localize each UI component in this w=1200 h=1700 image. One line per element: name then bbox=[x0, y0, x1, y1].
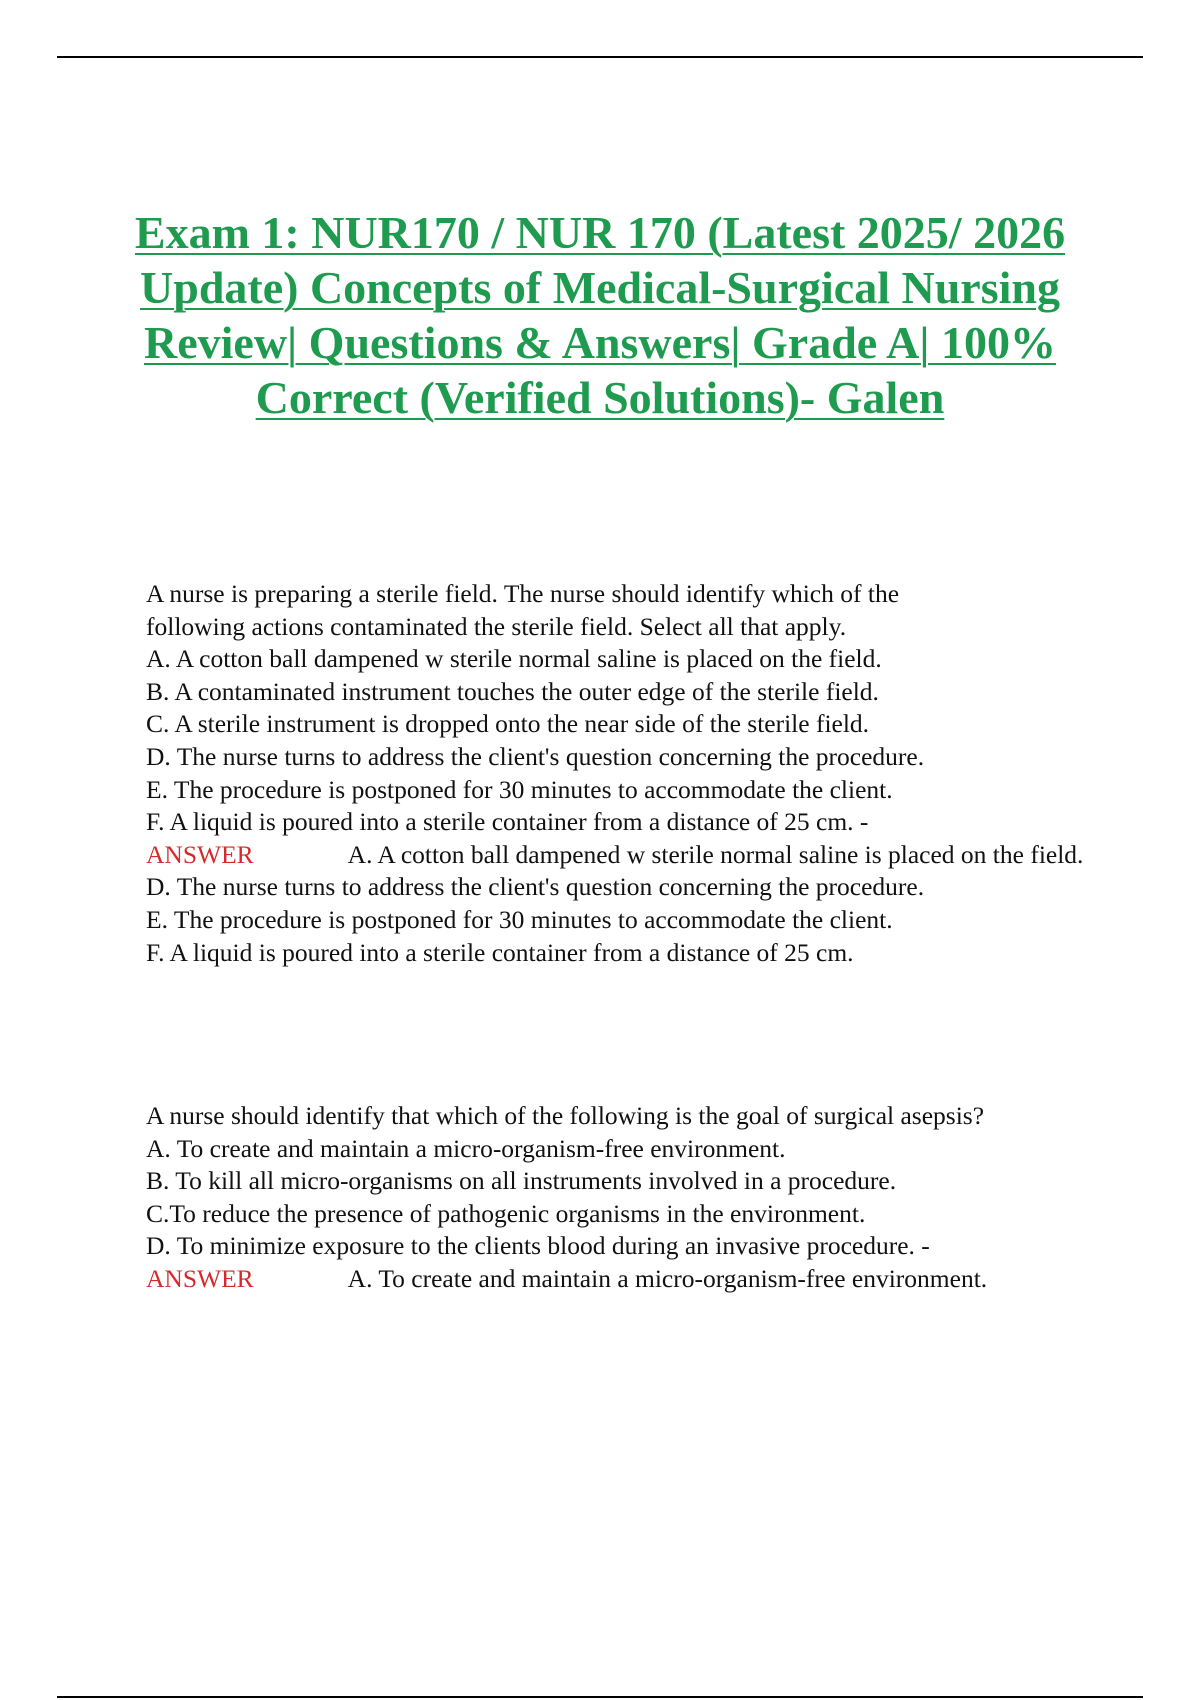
question-line: A nurse should identify that which of the following is the goal of surgical asepsis? bbox=[146, 1101, 985, 1130]
option-line: B. A contaminated instrument touches the outer edge of the sterile field. bbox=[146, 676, 879, 706]
answer-text: A. To create and maintain a micro-organism-free environment. bbox=[347, 1263, 988, 1293]
option-line: F. A liquid is poured into a sterile container from a distance of 25 cm. - bbox=[146, 807, 869, 837]
question-block-2 bbox=[146, 1100, 1146, 1296]
option-line: D. To minimize exposure to the clients blood during an invasive procedure. - bbox=[146, 1231, 930, 1261]
question-line: following actions contaminated the sterile field. Select all that apply. bbox=[146, 611, 847, 641]
option-line: E. The procedure is postponed for 30 minutes to accommodate the client. bbox=[146, 774, 893, 804]
top-rule bbox=[57, 56, 1143, 58]
document-title: Exam 1: NUR170 / NUR 170 (Latest 2025/ 2026 Update) Concepts of Medical-Surgical Nursing Review| Questions & Answers| Grade A| 100% Correct (Verified Solutions)- Galen bbox=[134, 207, 1066, 423]
option-line: C.To reduce the presence of pathogenic organisms in the environment. bbox=[146, 1198, 866, 1228]
answer-label: ANSWER bbox=[146, 839, 254, 869]
question-line: A nurse is preparing a sterile field. The nurse should identify which of the bbox=[146, 579, 900, 608]
answer-label: ANSWER bbox=[146, 1263, 254, 1293]
option-line: D. The nurse turns to address the client's question concerning the procedure. bbox=[146, 741, 925, 771]
option-line: B. To kill all micro-organisms on all instruments involved in a procedure. bbox=[146, 1166, 897, 1196]
option-line: A. To create and maintain a micro-organism-free environment. bbox=[146, 1133, 786, 1163]
answer-continuation: D. The nurse turns to address the client's question concerning the procedure. bbox=[146, 872, 925, 902]
bottom-rule bbox=[57, 1696, 1143, 1698]
option-line: C. A sterile instrument is dropped onto the near side of the sterile field. bbox=[146, 709, 870, 739]
option-line: A. A cotton ball dampened w sterile normal saline is placed on the field. bbox=[146, 644, 882, 674]
answer-line bbox=[146, 839, 1146, 872]
answer-text: A. A cotton ball dampened w sterile normal saline is placed on the field. bbox=[347, 839, 1084, 869]
answer-continuation: F. A liquid is poured into a sterile container from a distance of 25 cm. bbox=[146, 937, 854, 967]
question-block-1 bbox=[146, 578, 1146, 969]
answer-line bbox=[146, 1263, 1146, 1296]
answer-continuation: E. The procedure is postponed for 30 minutes to accommodate the client. bbox=[146, 904, 893, 934]
